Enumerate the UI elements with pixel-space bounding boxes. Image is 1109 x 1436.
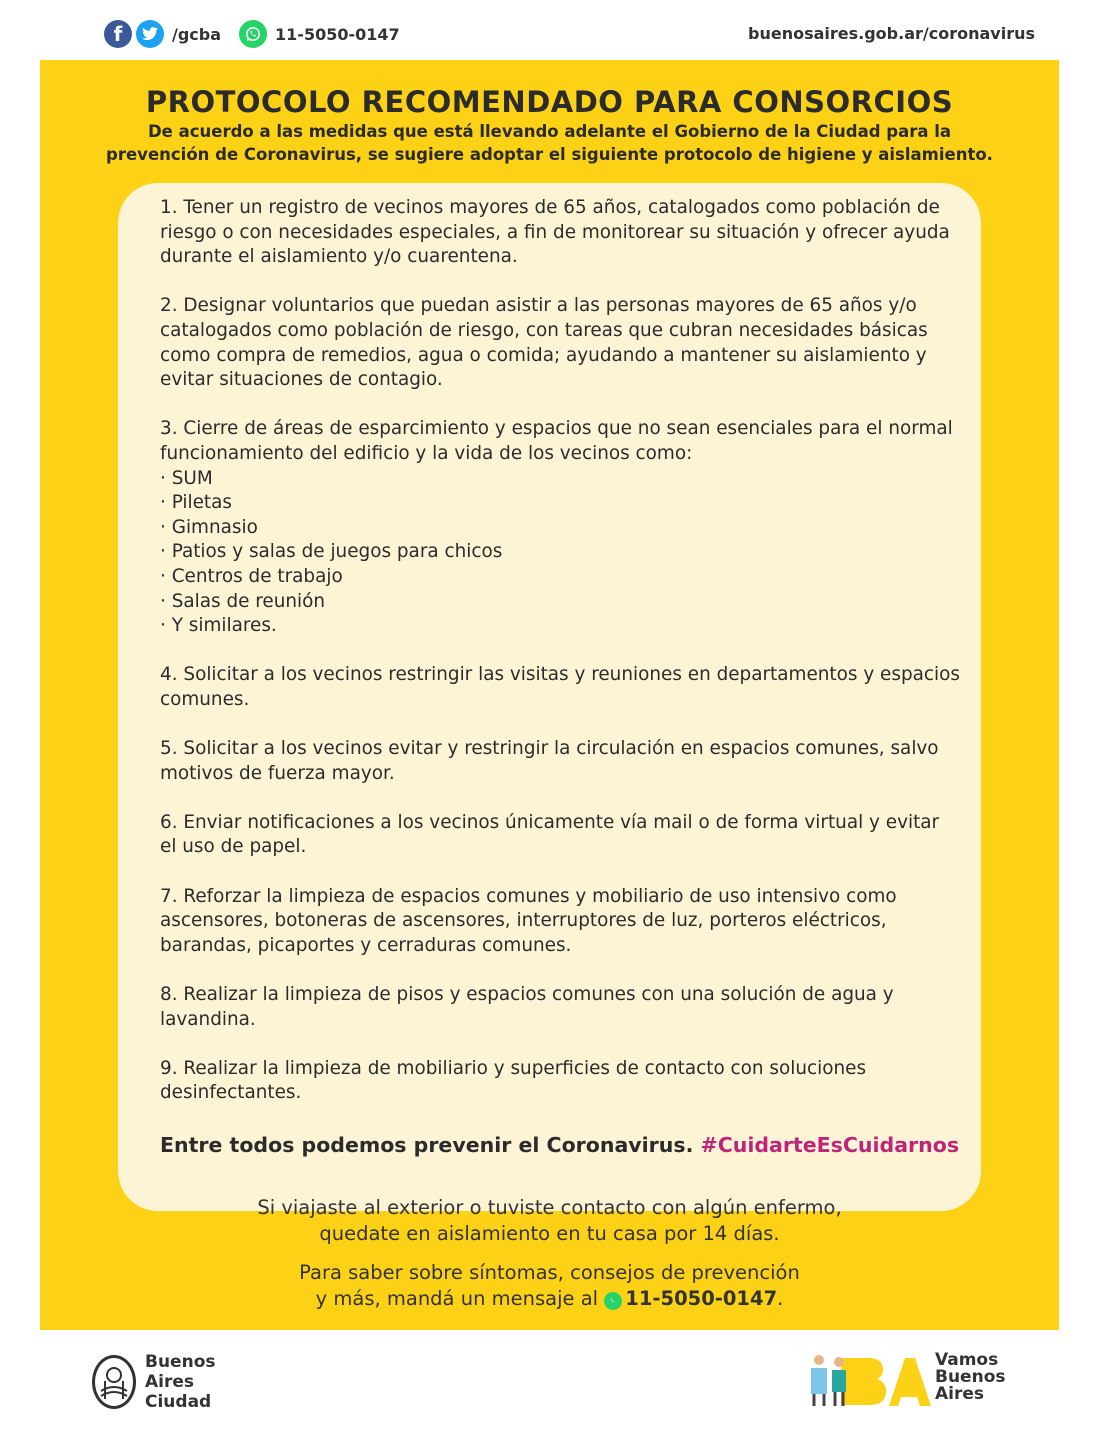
- social-handle[interactable]: /gcba: [172, 24, 222, 44]
- protocol-item-3-bullets: [160, 467, 960, 639]
- facebook-icon[interactable]: f: [104, 20, 132, 48]
- bullet-item: · Centros de trabajo: [160, 565, 343, 587]
- whatsapp-icon: [604, 1292, 622, 1310]
- protocol-item-9: 9. Realizar la limpieza de mobiliario y superficies de contacto con soluciones desinfectantes.: [160, 1057, 867, 1104]
- website-link[interactable]: buenosaires.gob.ar/coronavirus: [748, 24, 1035, 43]
- protocol-item-5: 5. Solicitar a los vecinos evitar y restringir la circulación en espacios comunes, salvo motivos de fuerza mayor.: [160, 738, 939, 784]
- buenos-aires-ciudad-logo: [92, 1352, 216, 1412]
- poster-title: PROTOCOLO RECOMENDADO PARA CONSORCIOS: [145, 85, 954, 119]
- isolation-note-line-2: quedate en aislamiento en tu casa por 14 días.: [319, 1222, 780, 1245]
- closing-message: [160, 1133, 959, 1157]
- protocol-item-8: 8. Realizar la limpieza de pisos y espacios comunes con una solución de agua y lavandina.: [160, 984, 894, 1030]
- social-links: [104, 20, 400, 48]
- left-logo-text: [145, 1352, 216, 1412]
- left-logo-line: Aires: [145, 1372, 195, 1392]
- bullet-item: · Gimnasio: [160, 516, 258, 538]
- isolation-note-line-1: Si viajaste al exterior o tuviste contacto con algún enfermo,: [257, 1196, 842, 1219]
- vamos-buenos-aires-logo: [805, 1350, 1037, 1412]
- right-logo-line: Aires: [935, 1384, 985, 1404]
- poster-panel: [40, 60, 1059, 1330]
- contact-note-line-1: Para saber sobre síntomas, consejos de prevención: [299, 1261, 800, 1284]
- header-phone[interactable]: 11-5050-0147: [275, 24, 400, 44]
- bullet-item: · Salas de reunión: [160, 590, 326, 612]
- ba-mark-icon: [805, 1350, 935, 1412]
- city-seal-icon: [92, 1355, 136, 1409]
- bullet-item: · Piletas: [160, 492, 232, 514]
- poster-subtitle: [100, 120, 999, 166]
- contact-phone[interactable]: 11-5050-0147: [625, 1287, 778, 1310]
- right-logo-line: Buenos: [935, 1367, 1006, 1387]
- top-bar: [0, 0, 1109, 60]
- hashtag[interactable]: #CuidarteEsCuidarnos: [700, 1133, 960, 1157]
- right-logo-text: [935, 1352, 1006, 1403]
- whatsapp-icon[interactable]: [239, 20, 267, 48]
- bullet-item: · Y similares.: [160, 615, 277, 637]
- subtitle-line-2: prevención de Coronavirus, se sugiere adoptar el siguiente protocolo de higiene y aislamiento.: [106, 145, 993, 164]
- closing-text: Entre todos podemos prevenir el Coronavirus.: [160, 1133, 701, 1157]
- contact-note-line-2: y más, mandá un mensaje al: [315, 1287, 605, 1310]
- protocol-item-4: 4. Solicitar a los vecinos restringir las visitas y reuniones en departamentos y espacios comunes.: [160, 664, 960, 710]
- protocol-card: [118, 183, 981, 1211]
- bullet-item: · Patios y salas de juegos para chicos: [160, 541, 503, 563]
- left-logo-line: Ciudad: [145, 1392, 212, 1412]
- protocol-item-7: 7. Reforzar la limpieza de espacios comunes y mobiliario de uso intensivo como ascensores, botoneras de ascensores, interruptores de luz, porteros eléctricos, barandas, picaportes y cerraduras comunes.: [160, 885, 897, 956]
- isolation-note: [40, 1195, 1059, 1247]
- subtitle-line-1: De acuerdo a las medidas que está llevando adelante el Gobierno de la Ciudad para la: [147, 122, 952, 141]
- protocol-item-2: 2. Designar voluntarios que puedan asistir a las personas mayores de 65 años y/o catalogados como población de riesgo, con tareas que cubran necesidades básicas como compra de remedios, agua o comida; ayudando a mantener su aislamiento y evitar situaciones de contagio.: [160, 295, 928, 391]
- protocol-item-3: [160, 417, 960, 638]
- protocol-item-3-text: 3. Cierre de áreas de esparcimiento y espacios que no sean esenciales para el normal funcionamiento del edificio y la vida de los vecinos como:: [160, 418, 953, 464]
- protocol-item-6: 6. Enviar notificaciones a los vecinos únicamente vía mail o de forma virtual y evitar el uso de papel.: [160, 811, 940, 858]
- protocol-item-1: 1. Tener un registro de vecinos mayores de 65 años, catalogados como población de riesgo o con necesidades especiales, a fin de monitorear su situación y ofrecer ayuda durante el aislamiento y/o cuarentena.: [160, 197, 950, 268]
- twitter-icon[interactable]: [136, 20, 164, 48]
- contact-note: [40, 1260, 1059, 1312]
- bullet-item: · SUM: [160, 467, 213, 489]
- right-logo-line: Vamos: [935, 1350, 999, 1370]
- protocol-list: [160, 196, 960, 1131]
- contact-note-end: .: [777, 1287, 784, 1310]
- left-logo-line: Buenos: [145, 1352, 216, 1372]
